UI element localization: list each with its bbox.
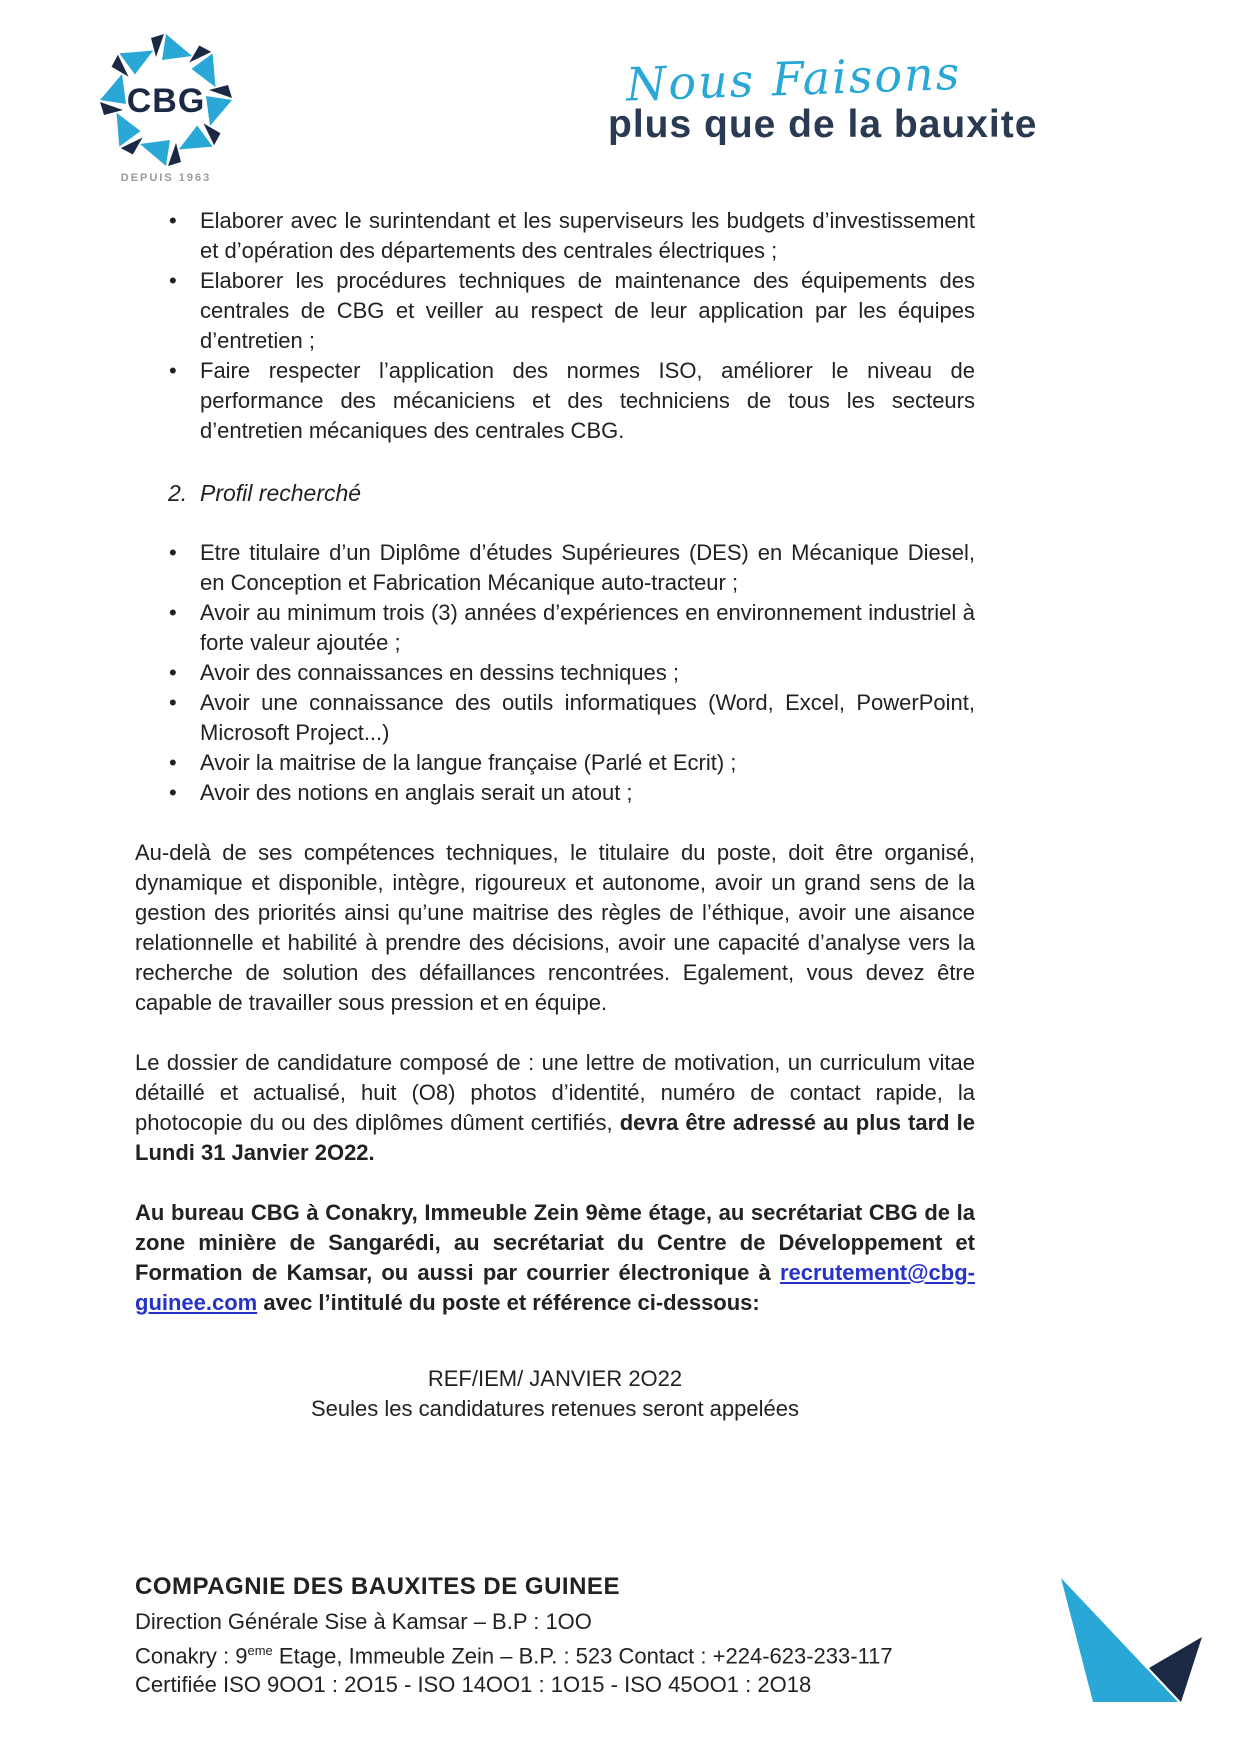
footer-contact-post: Etage, Immeuble Zein – B.P. : 523 Contact : +224-623-233-117 (272, 1643, 893, 1669)
list-item: • Avoir la maitrise de la langue française (Parlé et Ecrit) ; (200, 748, 975, 778)
slogan-main: plus que de la bauxite (608, 102, 1038, 146)
footer-contact-sup: eme (247, 1643, 273, 1658)
list-item: • Avoir une connaissance des outils informatiques (Word, Excel, PowerPoint, Microsoft Project...) (200, 688, 975, 748)
footer-company-name: COMPAGNIE DES BAUXITES DE GUINEE (135, 1573, 620, 1600)
footer (135, 1572, 995, 1699)
footer-address-line: Direction Générale Sise à Kamsar – B.P : 1OO (135, 1609, 592, 1634)
dossier-text: Le dossier de candidature composé de : une lettre de motivation, un curriculum vitae détaillé et actualisé, huit (O8) photos d’identité, numéro de contact rapide, la photocopie du ou des diplômes dûment certifiés, (135, 1050, 975, 1135)
logo-text: CBG (126, 82, 206, 120)
footer-certification-line: Certifiée ISO 9OO1 : 2O15 - ISO 14OO1 : 1O15 - ISO 45OO1 : 2O18 (135, 1672, 812, 1698)
address-text-1: Au bureau CBG à Conakry, Immeuble Zein 9ème étage, au secrétariat CBG de la zone minière de Sangarédi, au secrétariat du Centre de Développement et Formation de Kamsar, ou aussi par courrier électronique à (135, 1200, 975, 1285)
section-title: Profil recherché (200, 480, 362, 506)
footer-contact-line (135, 1636, 995, 1670)
list-item: • Avoir des connaissances en dessins techniques ; (200, 658, 975, 688)
checkmark-shape-icon (1040, 1570, 1220, 1710)
list-item: • Faire respecter l’application des normes ISO, améliorer le niveau de performance des mécaniciens et des techniciens de tous les secteurs d’entretien mécaniques des centrales CBG. (200, 356, 975, 446)
address-paragraph (135, 1198, 975, 1318)
profile-list (135, 538, 975, 808)
list-item: • Etre titulaire d’un Diplôme d’études Supérieures (DES) en Mécanique Diesel, en Conception et Fabrication Mécanique auto-tracteur ; (200, 538, 975, 598)
slogan-block (608, 45, 1078, 146)
list-item: • Avoir au minimum trois (3) années d’expériences en environnement industriel à forte valeur ajoutée ; (200, 598, 975, 658)
responsibilities-list (135, 206, 975, 446)
footer-contact-pre: Conakry : 9 (135, 1643, 248, 1669)
section-number: 2. (168, 480, 188, 506)
address-text-2: avec l’intitulé du poste et référence ci-dessous: (257, 1290, 760, 1315)
logo-pinwheel-icon (96, 30, 236, 170)
reference-note: Seules les candidatures retenues seront appelées (311, 1396, 799, 1421)
dossier-paragraph (135, 1048, 975, 1168)
recruitment-email-link[interactable]: recrutement@cbg-guinee.com (135, 1260, 975, 1315)
document-body (135, 206, 975, 1424)
cbg-logo (92, 30, 240, 184)
soft-skills-paragraph: Au-delà de ses compétences techniques, le titulaire du poste, doit être organisé, dynamique et disponible, intègre, rigoureux et autonome, avoir un grand sens de la gestion des priorités ainsi qu’une maitrise des règles de l’éthique, avoir une aisance relationnelle et habilité à prendre des décisions, avoir une capacité d’analyse vers la recherche de solution des défaillances rencontrées. Egalement, vous devez être capable de travailler sous pression et en équipe. (135, 840, 975, 1015)
logo-tagline: DEPUIS 1963 (120, 172, 212, 184)
list-item: • Elaborer avec le surintendant et les superviseurs les budgets d’investissement et d’opération des départements des centrales électriques ; (200, 206, 975, 266)
slogan-script: Nous Faisons (625, 45, 963, 112)
profile-section-heading (135, 478, 975, 508)
reference-block (135, 1364, 975, 1424)
list-item: • Elaborer les procédures techniques de maintenance des équipements des centrales de CBG et veiller au respect de leur application par les équipes d’entretien ; (200, 266, 975, 356)
list-item: • Avoir des notions en anglais serait un atout ; (200, 778, 975, 808)
reference-line: REF/IEM/ JANVIER 2O22 (427, 1366, 683, 1391)
dossier-deadline: devra être adressé au plus tard le Lundi 31 Janvier 2O22. (135, 1110, 975, 1165)
